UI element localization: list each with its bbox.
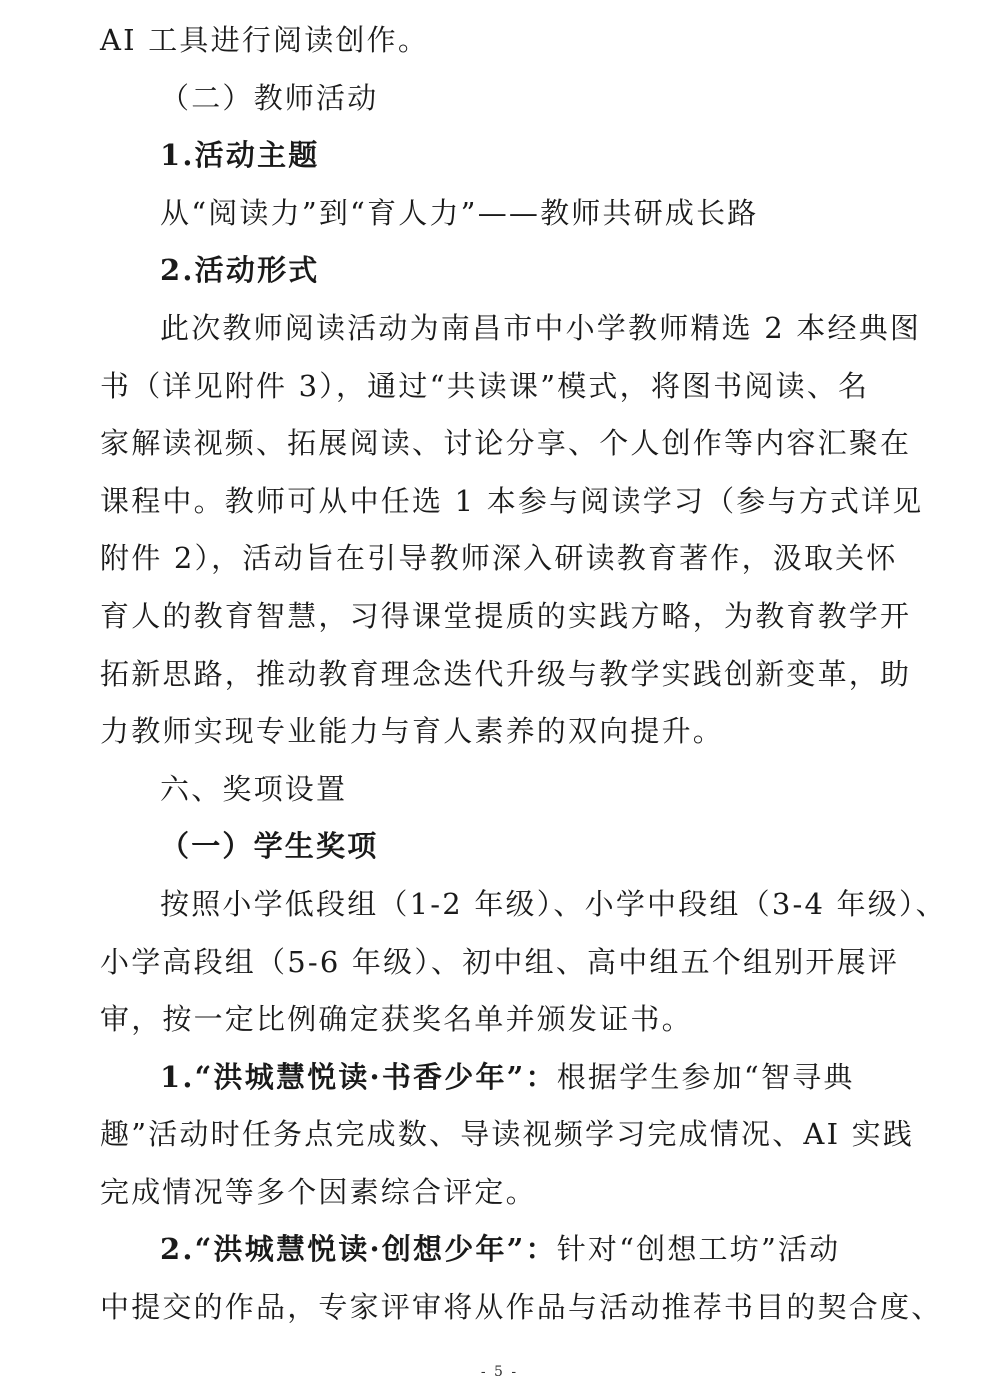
text-line: 此次教师阅读活动为南昌市中小学教师精选 2 本经典图 xyxy=(160,310,922,345)
text-line: 审，按一定比例确定获奖名单并颁发证书。 xyxy=(100,1002,693,1037)
text-line: 附件 2），活动旨在引导教师深入研读教育著作，汲取关怀 xyxy=(100,541,898,576)
text-line xyxy=(100,1221,900,1279)
text-line: AI 工具进行阅读创作。 xyxy=(100,23,430,57)
award-description: 针对“创想工坊”活动 xyxy=(556,1232,841,1267)
text-line: 育人的教育智慧，习得课堂提质的实践方略，为教育教学开 xyxy=(100,598,912,633)
subsection-heading: 2.活动形式 xyxy=(160,253,320,288)
award-title: 2.“洪城慧悦读·创想少年”： xyxy=(160,1232,557,1267)
award-description: 根据学生参加“智寻典 xyxy=(556,1059,855,1094)
section-heading: （二）教师活动 xyxy=(160,80,379,115)
subsection-heading: （一）学生奖项 xyxy=(160,829,379,864)
text-line: 完成情况等多个因素综合评定。 xyxy=(100,1174,537,1209)
page-number: - 5 - xyxy=(480,1364,519,1380)
award-title: 1.“洪城慧悦读·书香少年”： xyxy=(160,1059,557,1094)
text-line: 从“阅读力”到“育人力”——教师共研成长路 xyxy=(160,195,759,230)
text-line xyxy=(100,1049,900,1107)
text-line: 家解读视频、拓展阅读、讨论分享、个人创作等内容汇聚在 xyxy=(100,426,912,461)
text-line: 拓新思路，推动教育理念迭代升级与教学实践创新变革，助 xyxy=(100,656,912,691)
text-line: 小学高段组（5-6 年级）、初中组、高中组五个组别开展评 xyxy=(100,944,900,979)
text-line: 中提交的作品，专家评审将从作品与活动推荐书目的契合度、 xyxy=(100,1290,943,1325)
subsection-heading: 1.活动主题 xyxy=(160,138,320,173)
document-body xyxy=(100,12,947,1337)
text-line: 书（详见附件 3），通过“共读课”模式，将图书阅读、名 xyxy=(100,368,870,403)
text-line: 课程中。教师可从中任选 1 本参与阅读学习（参与方式详见 xyxy=(100,483,924,518)
text-line: 趣”活动时任务点完成数、导读视频学习完成情况、AI 实践 xyxy=(100,1117,915,1152)
text-line: 按照小学低段组（1-2 年级）、小学中段组（3-4 年级）、 xyxy=(160,886,947,921)
text-line: 力教师实现专业能力与育人素养的双向提升。 xyxy=(100,714,725,749)
section-heading: 六、奖项设置 xyxy=(160,771,348,806)
